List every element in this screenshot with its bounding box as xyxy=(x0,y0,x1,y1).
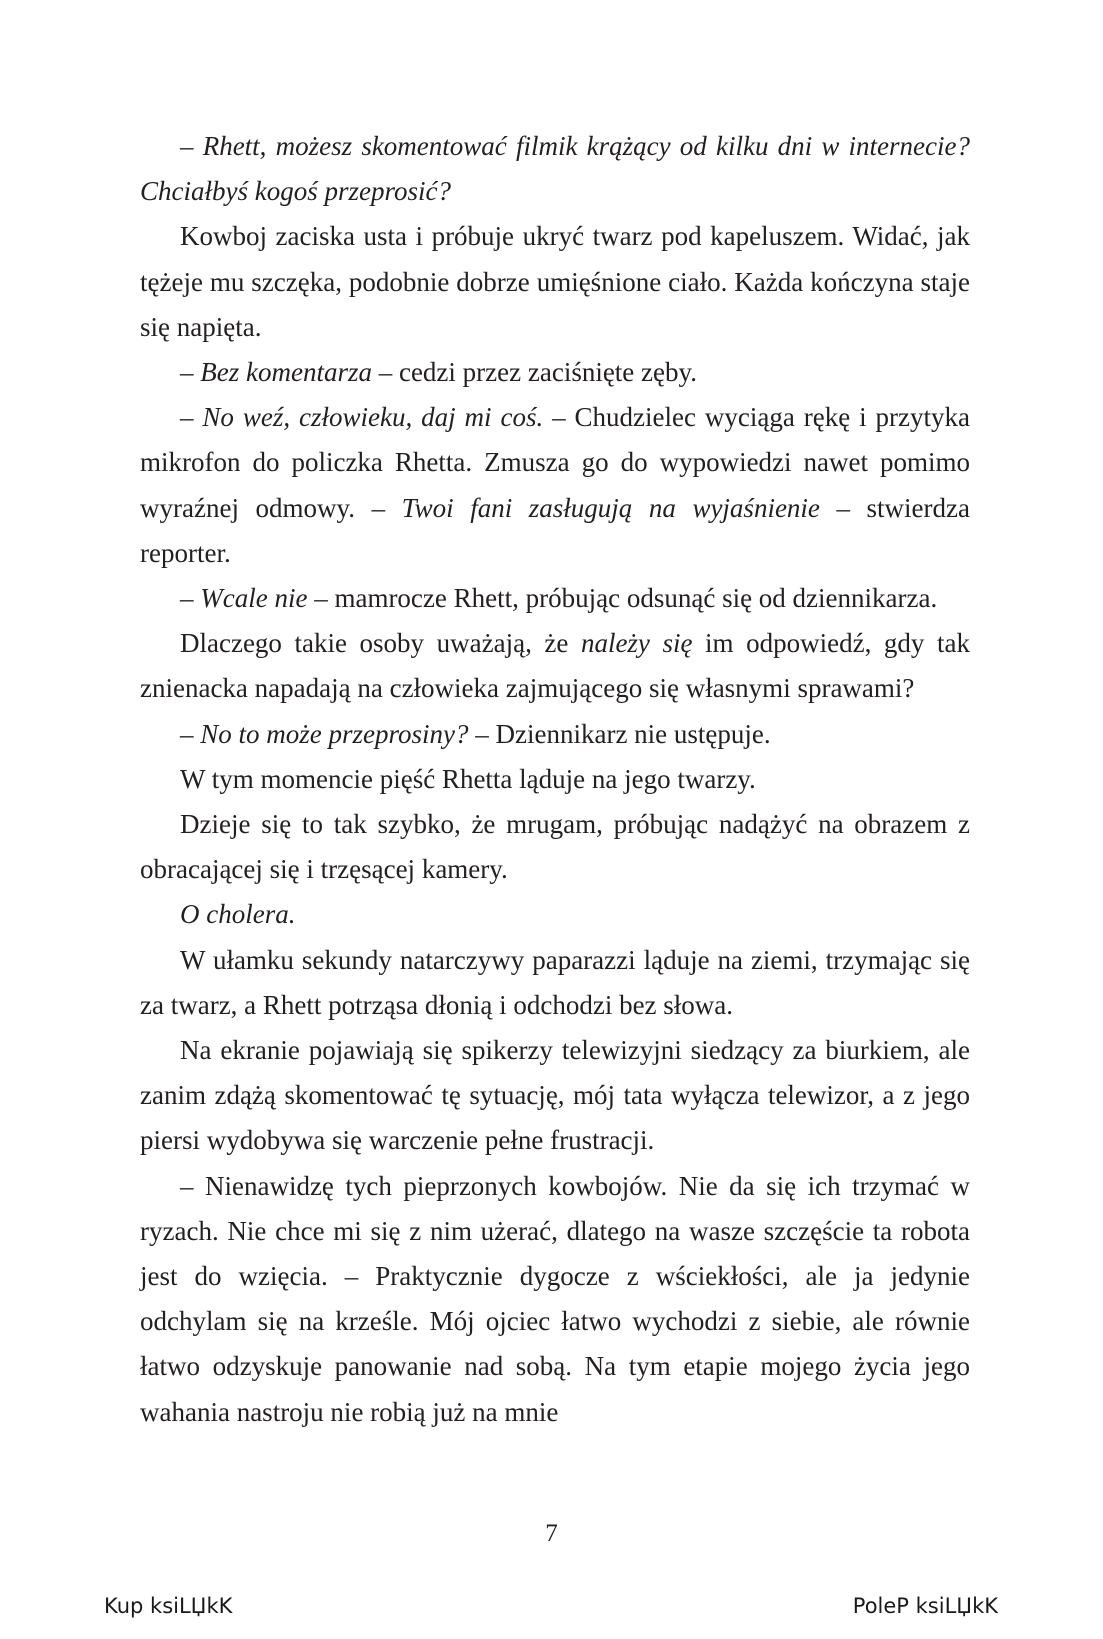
paragraph xyxy=(140,1028,970,1164)
italic-text: No to może przeprosiny? xyxy=(200,718,469,749)
text-run: Dzieje się to tak szybko, że mrugam, próbując nadążyć na obrazem z obracającej się i trzęsącej kamery. xyxy=(140,809,970,885)
text-run: – mamrocze Rhett, próbując odsunąć się od dziennikarza. xyxy=(307,583,938,614)
body-text xyxy=(140,124,970,1435)
text-run: – xyxy=(180,131,203,161)
paragraph xyxy=(140,712,970,757)
italic-text: Wcale nie xyxy=(200,583,308,614)
text-run: W ułamku sekundy natarczywy paparazzi ląduje na ziemi, trzymając się za twarz, a Rhett potrząsa dłonią i odchodzi bez słowa. xyxy=(140,944,970,1020)
text-run: im odpowiedź, gdy tak znienacka napadają na człowieka zajmującego się własnymi sprawami? xyxy=(140,628,970,704)
text-run: – xyxy=(180,583,201,614)
text-run: Kowboj zaciska usta i próbuje ukryć twarz pod kapeluszem. Widać, jak tężeje mu szczęka, podobnie dobrze umięśnione ciało. Każda kończyna staje się napięta. xyxy=(140,221,970,342)
text-run: – cedzi przez zaciśnięte zęby. xyxy=(371,357,698,388)
text-run: – xyxy=(180,718,201,749)
italic-text: należy się xyxy=(580,628,693,659)
text-run: – xyxy=(180,357,201,388)
text-run: – Dziennikarz nie ustępuje. xyxy=(468,718,771,749)
page-number: 7 xyxy=(545,1520,558,1547)
text-run: – stwierdza reporter. xyxy=(140,492,971,568)
paragraph xyxy=(140,892,970,937)
paragraph xyxy=(140,1164,970,1435)
paragraph xyxy=(140,802,970,892)
paragraph xyxy=(140,350,970,395)
italic-text: Twoi fani zasługują na wyjaśnienie xyxy=(401,492,820,523)
paragraph xyxy=(140,124,970,214)
text-run: Dlaczego takie osoby uważają, że xyxy=(180,628,581,659)
paragraph xyxy=(140,757,970,802)
paragraph xyxy=(140,214,970,350)
text-run: – xyxy=(180,402,203,433)
text-run: – Nienawidzę tych pieprzonych kowbojów. Nie da się ich trzymać w ryzach. Nie chce mi się z nim użerać, dlatego na wasze szczęście ta robota jest do wzięcia. – Praktycznie dygocze z wściekłości, ale ja jedynie odchylam się na krześle. Mój ojciec łatwo wychodzi z siebie, ale równie łatwo odzyskuje panowanie nad sobą. Na tym etapie mojego życia jego wahania nastroju nie robią już na mnie xyxy=(140,1170,970,1427)
text-run: W tym momencie pięść Rhetta ląduje na jego twarzy. xyxy=(180,763,756,794)
italic-text: O cholera. xyxy=(180,899,296,930)
italic-text: Rhett, możesz skomentować filmik krążący od kilku dni w internecie? Chciałbyś kogoś przeprosić? xyxy=(140,131,971,207)
text-run: Na ekranie pojawiają się spikerzy telewizyjni siedzący za biurkiem, ale zanim zdążą skomentować tę sytuację, mój tata wyłącza telewizor, a z jego piersi wydobywa się warczenie pełne frustracji. xyxy=(140,1035,970,1156)
paragraph xyxy=(140,576,970,621)
recommend-book-link[interactable]: PoleP ksiLЏkK xyxy=(852,1594,998,1618)
italic-text: Bez komentarza xyxy=(200,357,372,388)
buy-book-link[interactable]: Kup ksiLЏkK xyxy=(104,1594,233,1618)
paragraph xyxy=(140,395,970,576)
paragraph xyxy=(140,938,970,1028)
paragraph xyxy=(140,621,970,711)
text-run: – Chudzielec wyciąga rękę i przytyka mikrofon do policzka Rhetta. Zmusza go do wypowiedzi nawet pomimo wyraźnej odmowy. – xyxy=(140,402,970,523)
italic-text: No weź, człowieku, daj mi coś. xyxy=(202,402,544,433)
